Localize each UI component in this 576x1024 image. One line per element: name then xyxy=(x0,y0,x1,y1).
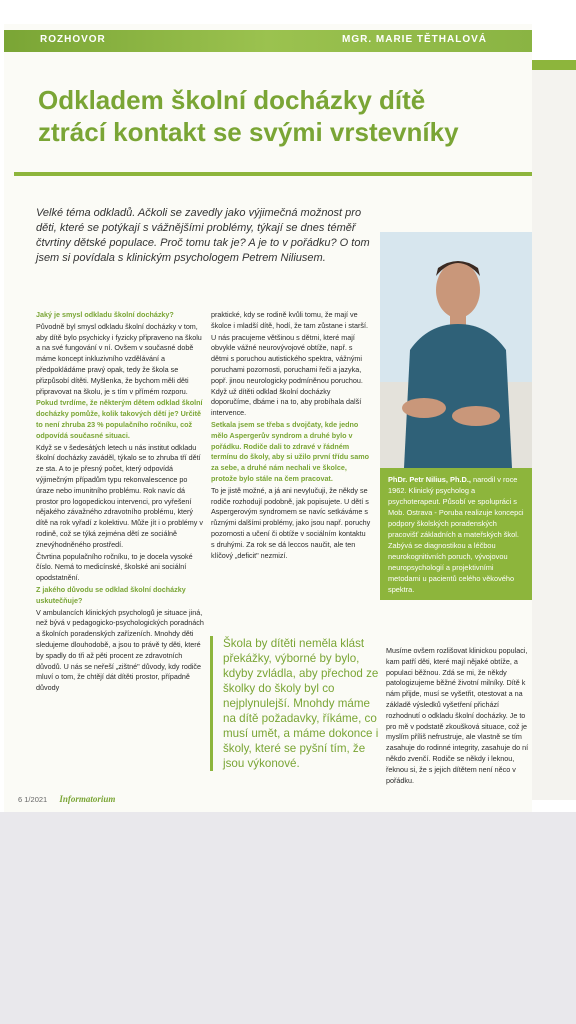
adjacent-page-band xyxy=(531,60,576,70)
adjacent-page xyxy=(528,60,576,800)
paragraph: Když se v šedesátých letech u nás institut odkladu školní docházky zaváděl, týkalo se to zhruba tří dětí ze sta. A to je přesný počet, který odpovídá výjimečným případům typu rekonvalescence po úraze nebo imunitního problému. Rok navíc dá prostor pro logopedickou intervenci, pro vyřešení nějakého závažného zdravotního problému, který dítě na rok vyřadí z kolektivu. Může jít i o problémy v rodině, což se týká zejména dětí ze sociálně znevýhodněného prostředí. xyxy=(36,442,203,549)
bio-name: PhDr. Petr Nilius, Ph.D., xyxy=(388,475,471,484)
paragraph: Čtvrtina populačního ročníku, to je docela vysoké číslo. Nemá to medicínské, školské ani sociální opodstatnění. xyxy=(36,551,193,583)
author-label: MGR. MARIE TĚTHALOVÁ xyxy=(342,34,487,45)
magazine-page xyxy=(4,24,532,812)
article-headline xyxy=(38,84,528,148)
headline-rule xyxy=(14,172,532,176)
article-column-3 xyxy=(386,646,532,787)
issue-number: 1/2021 xyxy=(24,795,48,804)
interview-question: Jaký je smysl odkladu školní docházky? xyxy=(36,310,174,319)
paragraph: To je jistě možné, a já ani nevylučuji, že někdy se rodiče rozhodují podobně, jak popisujete. U dětí s Aspergerovým syndromem se navíc setkáváme s různými dalšími problémy, jako jsou např. poruchy pozornosti a učení či obtíže v sociálním kontaktu s druhými. Za rok se dá leccos naučit, ale ten klíčový „deficit" nezmizí. xyxy=(211,485,371,560)
author-bio-box xyxy=(380,468,532,600)
bio-text: narodil v roce 1962. Klinický psycholog a psychoterapeut. Působí ve spolupráci s Mob. Ostrava - Poruba realizuje koncepci podpory školských poradenských pracovišť základních a mateřských škol. Zabývá se diagnostikou a léčbou neurokognitivních poruch, vývojovou neuropsychologií a projektivními metodami u pacientů celého věkového spektra. xyxy=(388,475,524,594)
page-footer xyxy=(18,794,115,804)
portrait-photo xyxy=(380,232,532,468)
magazine-name: Informatorium xyxy=(59,794,116,804)
interview-question: Setkala jsem se třeba s dvojčaty, kde jedno mělo Aspergerův syndrom a druhé bylo v pořádku. Rodiče dali to zdravé v řádném termínu do školy, aby si užilo první třídu samo za sebe, a druhé nám nechali ve školce, protože bylo stále na čem pracovat. xyxy=(211,419,370,483)
paragraph: U nás pracujeme většinou s dětmi, které mají obvykle vážné neurovývojové obtíže, např. s dětmi s poruchou autistického spektra, vážnými poruchami pozornosti, poruchami řeči a jazyka, popř. jinou neurologicky podmíněnou poruchou. Když už dítěti odklad školní docházky doporučíme, dbáme i na to, aby probíhala další intervence. xyxy=(211,332,363,418)
pull-quote-text: Škola by dítěti neměla klást překážky, výborné by bylo, kdyby zvládla, aby přechod ze školky do školy byl co nejplynulejší. Mnohdy máme na dítě požadavky, říkáme, co musí umět, a máme dokonce i školy, které se pyšní tím, že jsou výkonové. xyxy=(223,637,379,770)
article-column-2 xyxy=(211,310,371,562)
page-number: 6 xyxy=(18,795,23,804)
article-lead: Velké téma odkladů. Ačkoli se zavedly jako výjimečná možnost pro děti, které se potýkají s vážnějšími problémy, týkají se dnes téměř čtvrtiny dětské populace. Proč tomu tak je? A je to v pořádku? O tom jsem si povídala s klinickým psychologem Petrem Niliusem. xyxy=(36,207,370,264)
paragraph: Původně byl smysl odkladu školní docházky v tom, aby dítě bylo psychicky i fyzicky připraveno na školu a na své fungování v ní. Ovšem v současné době máme koncept inkluzivního vzdělávání a předpokládáme pravý opak, tedy že škola se přizpůsobí dítěti. Myšlenka, že bychom měli děti připravovat na školu, je s tím v přímém rozporu. xyxy=(36,321,202,396)
paragraph: V ambulancích klinických psychologů je situace jiná, než bývá v pedagogicko-psychologických poradnách a školních poradenských zařízeních. Mnohdy děti sledujeme dlouhodobě, a jsou to právě ty děti, které by spadly do tři až pěti procent ze zdravotních důvodů. U nás se neřeší „zištné" důvody, kdy rodiče mluví o tom, že chtějí dát dítěti prostor, případně důvody xyxy=(36,607,204,693)
headline-line-2: ztrácí kontakt se svými vrstevníky xyxy=(38,117,459,147)
paragraph: Musíme ovšem rozlišovat klinickou populaci, kam patří děti, které mají nějaké obtíže, a populaci běžnou. Zdá se mi, že někdy patologizujeme běžné životní milníky. Dítě k nám přijde, musí se vyšetřit, otestovat a na základě výsledků vyšetření přichází rozhodnutí o odkladu školní docházky. Je to pro mě v podstatě zkoušková situace, což je myslím příliš nefrustruje, ale vlastně se tím zasahuje do rodinné integrity, zasahuje do ní někdo zvenčí. Rodiče se někdy i leknou, řeknou si, že s jejich dítětem není něco v pořádku. xyxy=(386,646,529,785)
pull-quote xyxy=(210,636,380,771)
interview-question: Pokud tvrdíme, že některým dětem odklad školní docházky pomůže, kolik takových dětí je? Určitě to není zhruba 23 % populačního ročníku, což odpovídá současné situaci. xyxy=(36,398,203,440)
section-label: ROZHOVOR xyxy=(40,34,106,45)
paragraph: praktické, kdy se rodině kvůli tomu, že mají ve školce i mladší dítě, hodí, že tam zůstane i starší. xyxy=(211,310,368,330)
portrait-illustration xyxy=(380,232,532,468)
headline-line-1: Odkladem školní docházky dítě xyxy=(38,85,426,115)
interview-question: Z jakého důvodu se odklad školní docházky uskutečňuje? xyxy=(36,584,186,605)
article-column-1 xyxy=(36,310,204,695)
